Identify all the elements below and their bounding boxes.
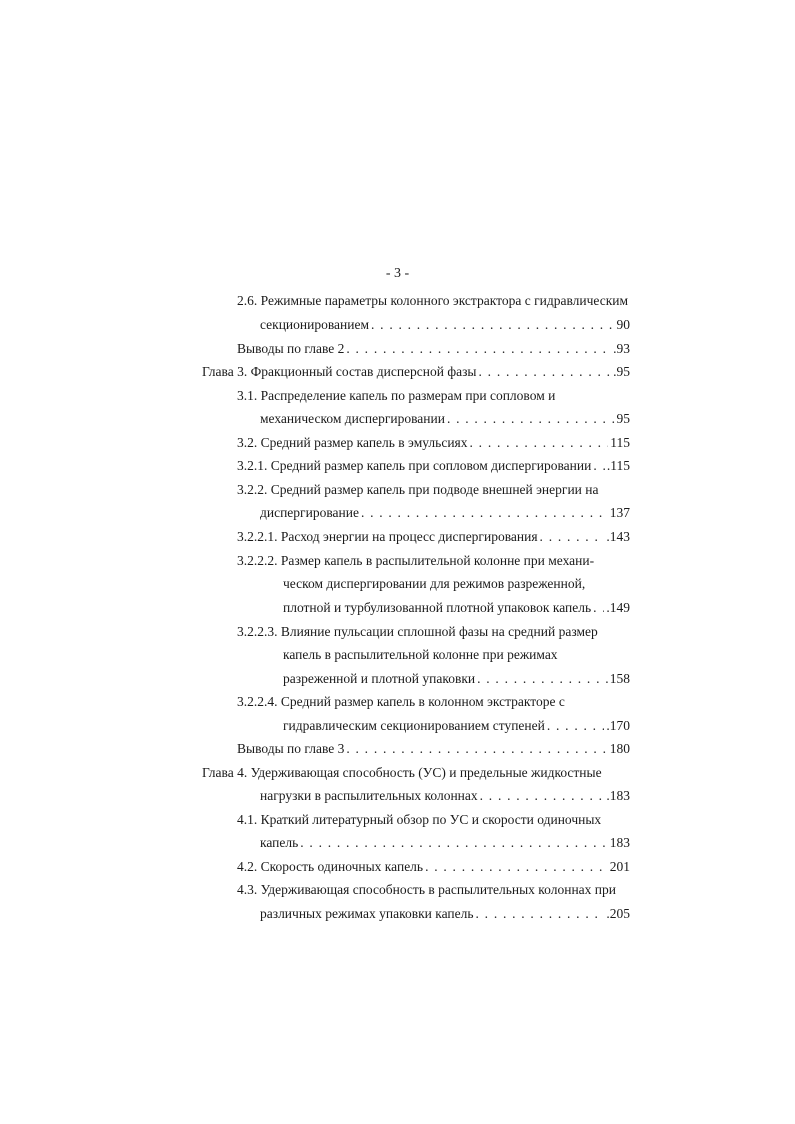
- toc-2-6-page: 90: [616, 317, 630, 332]
- toc-4-3-page: .205: [606, 906, 630, 921]
- toc-3-2-2-1-entry: [237, 527, 630, 547]
- toc-ch3-label: Глава 3. Фракционный состав дисперсной фазы: [202, 364, 477, 379]
- toc-3-2-1-entry: [237, 456, 630, 476]
- toc-leader-dots: [477, 669, 608, 689]
- toc-3-2-label: 3.2. Средний размер капель в эмульсиях: [237, 435, 468, 450]
- toc-leader-dots: [361, 503, 608, 523]
- toc-4-1-label: капель: [260, 835, 299, 850]
- toc-leader-dots: [470, 433, 609, 453]
- toc-4-3-entry: [260, 904, 630, 924]
- toc-2-6-entry: [260, 315, 630, 335]
- toc-conc3-entry: [237, 739, 630, 759]
- toc-4-1-entry: [260, 833, 630, 853]
- toc-3-2-2-entry: [260, 503, 630, 523]
- toc-leader-dots: [480, 786, 605, 806]
- toc-ch3-page: .95: [613, 364, 630, 379]
- toc-4-2-label: 4.2. Скорость одиночных капель: [237, 859, 424, 874]
- toc-3-2-2-3-title-cont: капель в распылительной колонне при режимах: [283, 647, 558, 662]
- toc-leader-dots: [346, 739, 607, 759]
- toc-leader-dots: [425, 857, 608, 877]
- toc-3-2-2-3-page: 158: [609, 671, 630, 686]
- toc-leader-dots: [300, 833, 607, 853]
- toc-3-2-2-4-title: 3.2.2.4. Средний размер капель в колонном экстракторе с: [237, 694, 565, 709]
- toc-leader-dots: [479, 362, 612, 382]
- toc-4-1-page: 183: [609, 835, 630, 850]
- toc-conc3-label: Выводы по главе 3: [237, 741, 345, 756]
- toc-ch4-entry: [260, 786, 630, 806]
- toc-3-2-2-label: диспергирование: [260, 505, 359, 520]
- toc-ch4-label: нагрузки в распылительных колоннах: [260, 788, 478, 803]
- page-number: - 3 -: [385, 266, 410, 281]
- toc-2-6-label: секционированием: [260, 317, 370, 332]
- toc-3-2-2-page: 137: [609, 505, 630, 520]
- toc-4-2-page: 201: [609, 859, 630, 874]
- toc-3-2-2-4-label: гидравлическим секционированием ступеней: [283, 718, 545, 733]
- toc-3-2-1-label: 3.2.1. Средний размер капель при сопловом диспергировании: [237, 458, 592, 473]
- toc-3-2-2-3-entry: [283, 669, 630, 689]
- toc-3-2-2-3-label: разреженной и плотной упаковки: [283, 671, 476, 686]
- toc-ch3-entry: [202, 362, 630, 382]
- toc-conc2-label: Выводы по главе 2: [237, 341, 345, 356]
- toc-conc2-page: .93: [613, 341, 630, 356]
- toc-leader-dots: [547, 716, 605, 736]
- toc-3-2-entry: [237, 433, 630, 453]
- toc-3-1-label: механическом диспергировании: [260, 411, 445, 426]
- toc-leader-dots: [346, 339, 611, 359]
- toc-leader-dots: [447, 409, 615, 429]
- toc-4-3-label: различных режимах упаковки капель: [260, 906, 474, 921]
- toc-4-3-title: 4.3. Удерживающая способность в распылительных колоннах при: [237, 882, 616, 897]
- toc-leader-dots: [371, 315, 614, 335]
- toc-3-1-entry: [260, 409, 630, 429]
- toc-3-2-2-2-title-cont: ческом диспергировании для режимов разреженной,: [283, 576, 586, 591]
- toc-3-2-2-4-entry: [283, 716, 630, 736]
- toc-3-2-2-4-page: .170: [606, 718, 630, 733]
- toc-3-2-2-2-label: плотной и турбулизованной плотной упаковок капель: [283, 600, 592, 615]
- toc-3-2-2-3-title: 3.2.2.3. Влияние пульсации сплошной фазы на средний размер: [237, 624, 598, 639]
- toc-leader-dots: [593, 456, 605, 476]
- toc-3-2-page: 115: [610, 435, 630, 450]
- toc-3-2-2-1-page: .143: [606, 529, 630, 544]
- toc-3-1-page: 95: [616, 411, 630, 426]
- toc-3-2-2-title: 3.2.2. Средний размер капель при подводе внешней энергии на: [237, 482, 599, 497]
- toc-ch4-title: Глава 4. Удерживающая способность (УС) и предельные жидкостные: [202, 765, 602, 780]
- toc-3-1-title: 3.1. Распределение капель по размерам при сопловом и: [237, 388, 556, 403]
- toc-conc3-page: 180: [609, 741, 630, 756]
- toc-3-2-2-2-title: 3.2.2.2. Размер капель в распылительной колонне при механи-: [237, 553, 595, 568]
- toc-4-2-entry: [237, 857, 630, 877]
- toc-4-1-title: 4.1. Краткий литературный обзор по УС и скорости одиночных: [237, 812, 602, 827]
- toc-leader-dots: [540, 527, 605, 547]
- toc-3-2-2-1-label: 3.2.2.1. Расход энергии на процесс диспергирования: [237, 529, 538, 544]
- toc-leader-dots: [476, 904, 605, 924]
- toc-leader-dots: [593, 598, 604, 618]
- toc-3-2-2-2-entry: [283, 598, 630, 618]
- toc-3-2-2-2-page: .149: [606, 600, 630, 615]
- toc-conc2-entry: [237, 339, 630, 359]
- toc-2-6-title: 2.6. Режимные параметры колонного экстрактора с гидравлическим: [237, 293, 629, 308]
- toc-ch4-page: .183: [606, 788, 630, 803]
- toc-3-2-1-page: .115: [606, 458, 630, 473]
